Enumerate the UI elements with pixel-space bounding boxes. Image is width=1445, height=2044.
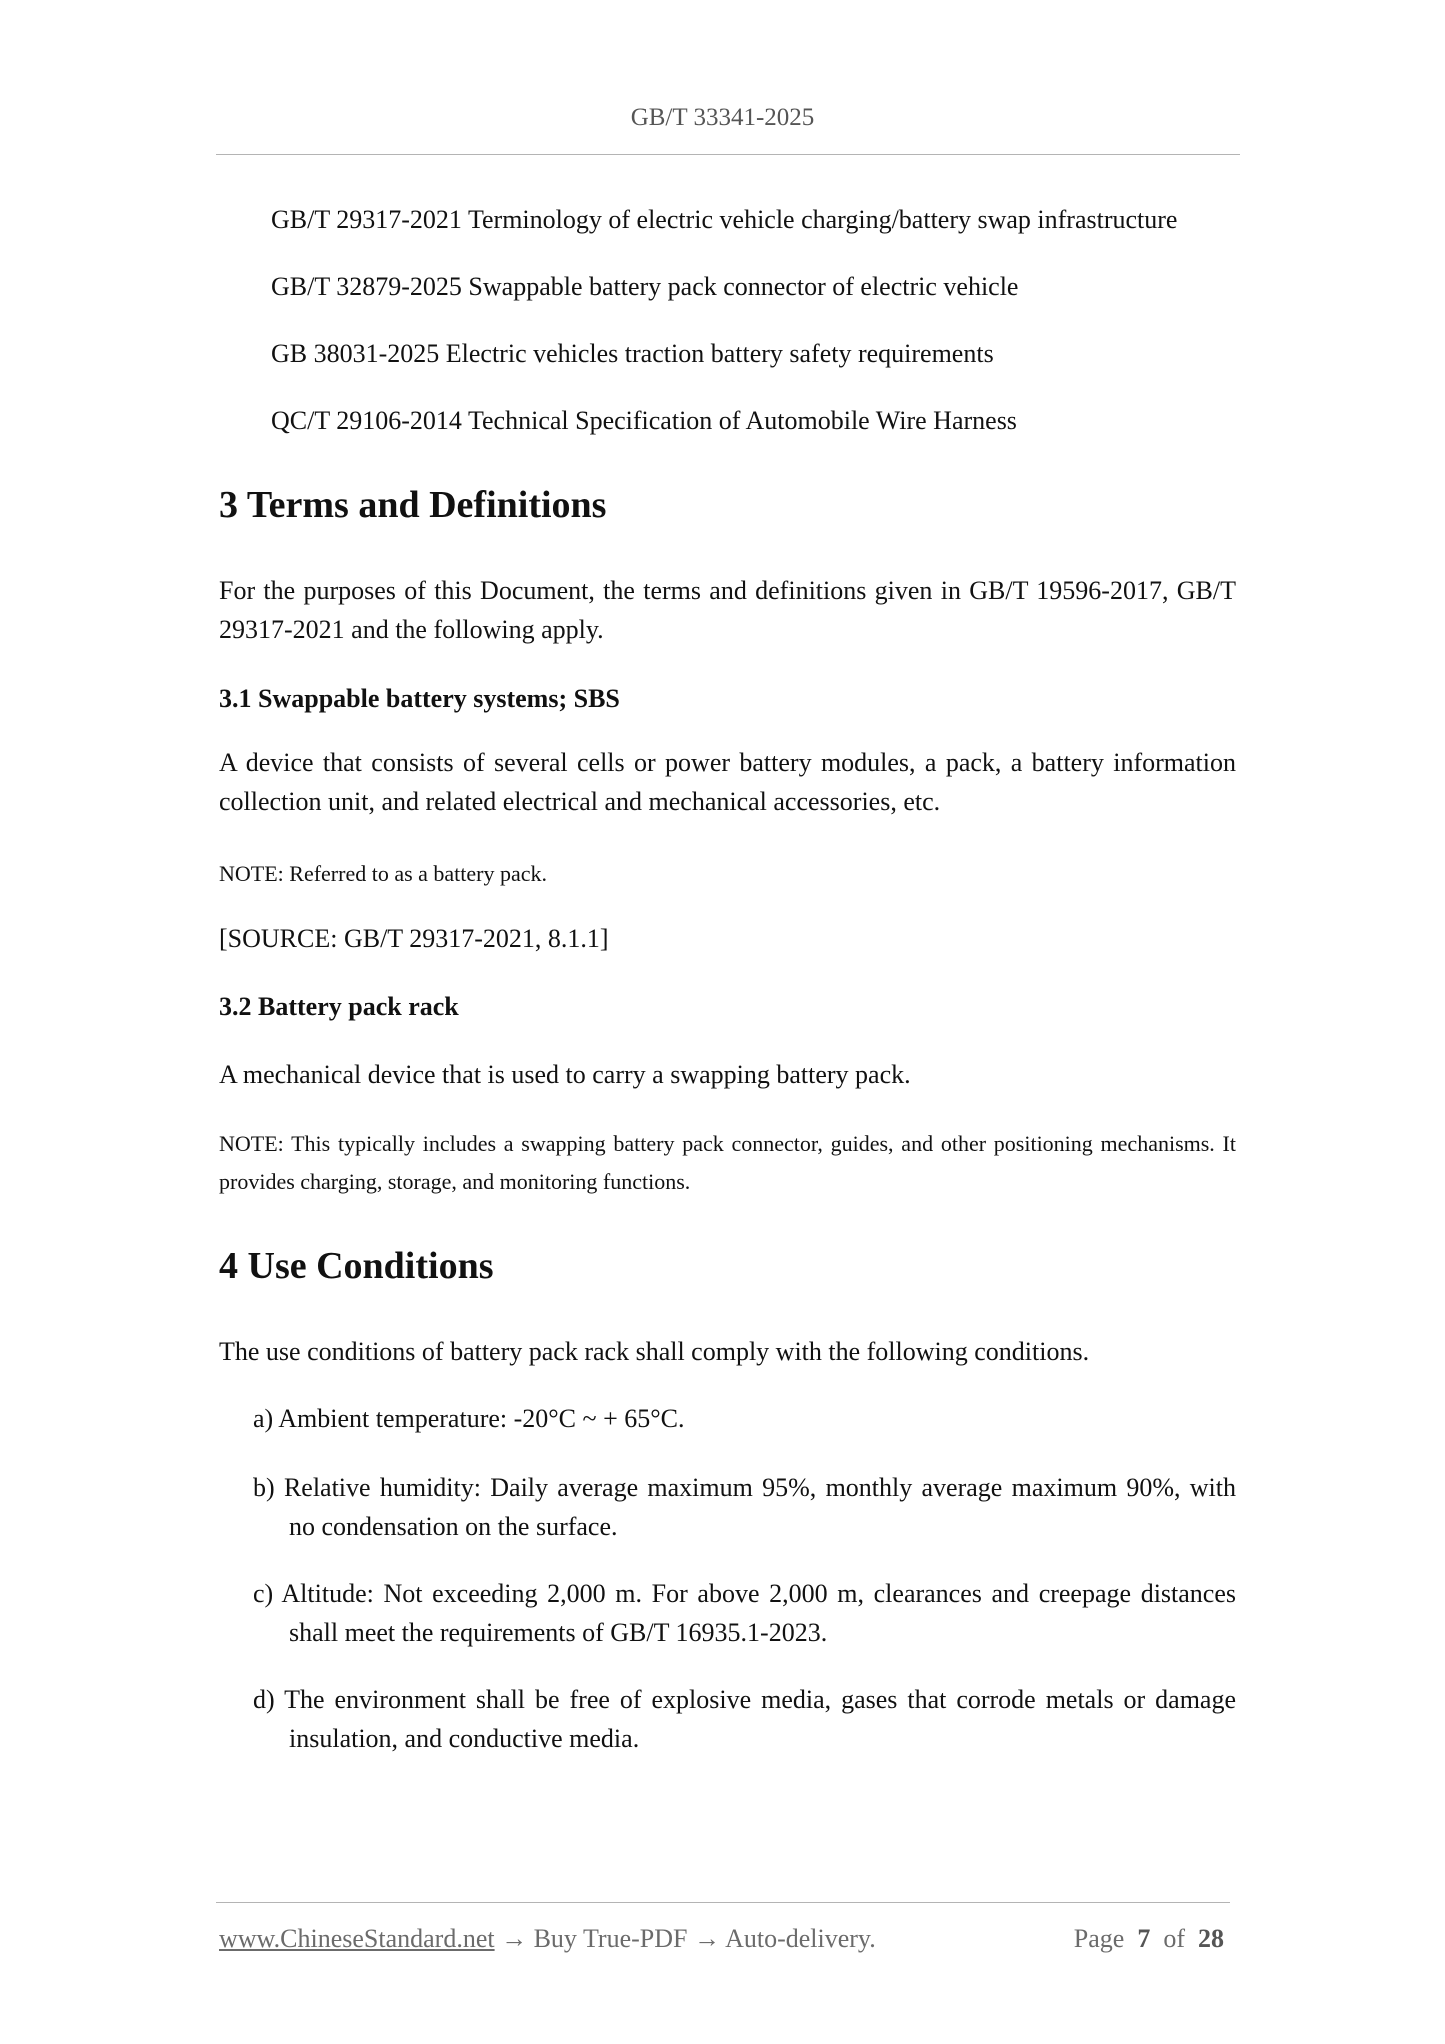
reference-item: GB/T 29317-2021 Terminology of electric vehicle charging/battery swap infrastructure [271, 205, 1178, 234]
term-3-2-heading: 3.2 Battery pack rack [219, 992, 459, 1021]
term-3-1-heading: 3.1 Swappable battery systems; SBS [219, 684, 620, 713]
condition-item: c) Altitude: Not exceeding 2,000 m. For above 2,000 m, clearances and creepage distances shall meet the requirements of GB/T 16935.1-2023. [253, 1579, 1236, 1647]
condition-item: b) Relative humidity: Daily average maximum 95%, monthly average maximum 90%, with no condensation on the surface. [253, 1473, 1236, 1541]
section-4-intro: The use conditions of battery pack rack shall comply with the following conditions. [219, 1337, 1090, 1366]
page-indicator [1074, 1923, 1224, 1955]
condition-item: a) Ambient temperature: -20°C ~ + 65°C. [253, 1404, 685, 1433]
of-label: of [1163, 1924, 1185, 1953]
section-4-heading: 4 Use Conditions [219, 1245, 494, 1287]
running-header-title: GB/T 33341-2025 [630, 104, 815, 131]
header-divider [216, 154, 1240, 155]
page-label: Page [1073, 1924, 1125, 1953]
reference-item: QC/T 29106-2014 Technical Specification of Automobile Wire Harness [271, 406, 1017, 435]
reference-item: GB/T 32879-2025 Swappable battery pack connector of electric vehicle [271, 272, 1019, 301]
arrow-right-icon: → [501, 1924, 528, 1953]
section-3-intro: For the purposes of this Document, the terms and definitions given in GB/T 19596-2017, GB/T 29317-2021 and the following apply. [219, 576, 1236, 644]
condition-item: d) The environment shall be free of explosive media, gases that corrode metals or damage insulation, and conductive media. [253, 1685, 1236, 1753]
term-3-1-definition: A device that consists of several cells or power battery modules, a pack, a battery information collection unit, and related electrical and mechanical accessories, etc. [219, 748, 1236, 816]
term-3-1-source: [SOURCE: GB/T 29317-2021, 8.1.1] [219, 924, 609, 953]
total-pages-number: 28 [1198, 1924, 1224, 1953]
buy-true-pdf-text: Buy True-PDF [533, 1924, 688, 1953]
current-page-number: 7 [1137, 1924, 1151, 1953]
footer-divider [216, 1902, 1230, 1903]
reference-item: GB 38031-2025 Electric vehicles traction battery safety requirements [271, 339, 994, 368]
section-3-heading: 3 Terms and Definitions [219, 484, 607, 526]
term-3-2-note: NOTE: This typically includes a swapping battery pack connector, guides, and other positioning mechanisms. It provides charging, storage, and monitoring functions. [219, 1131, 1236, 1194]
arrow-right-icon: → [694, 1924, 720, 1953]
term-3-1-note: NOTE: Referred to as a battery pack. [219, 861, 548, 886]
chinesestandard-link[interactable]: www.ChineseStandard.net [219, 1924, 495, 1953]
auto-delivery-text: Auto-delivery. [725, 1924, 876, 1953]
term-3-2-definition: A mechanical device that is used to carry a swapping battery pack. [219, 1060, 911, 1089]
footer-promo [219, 1923, 876, 1955]
